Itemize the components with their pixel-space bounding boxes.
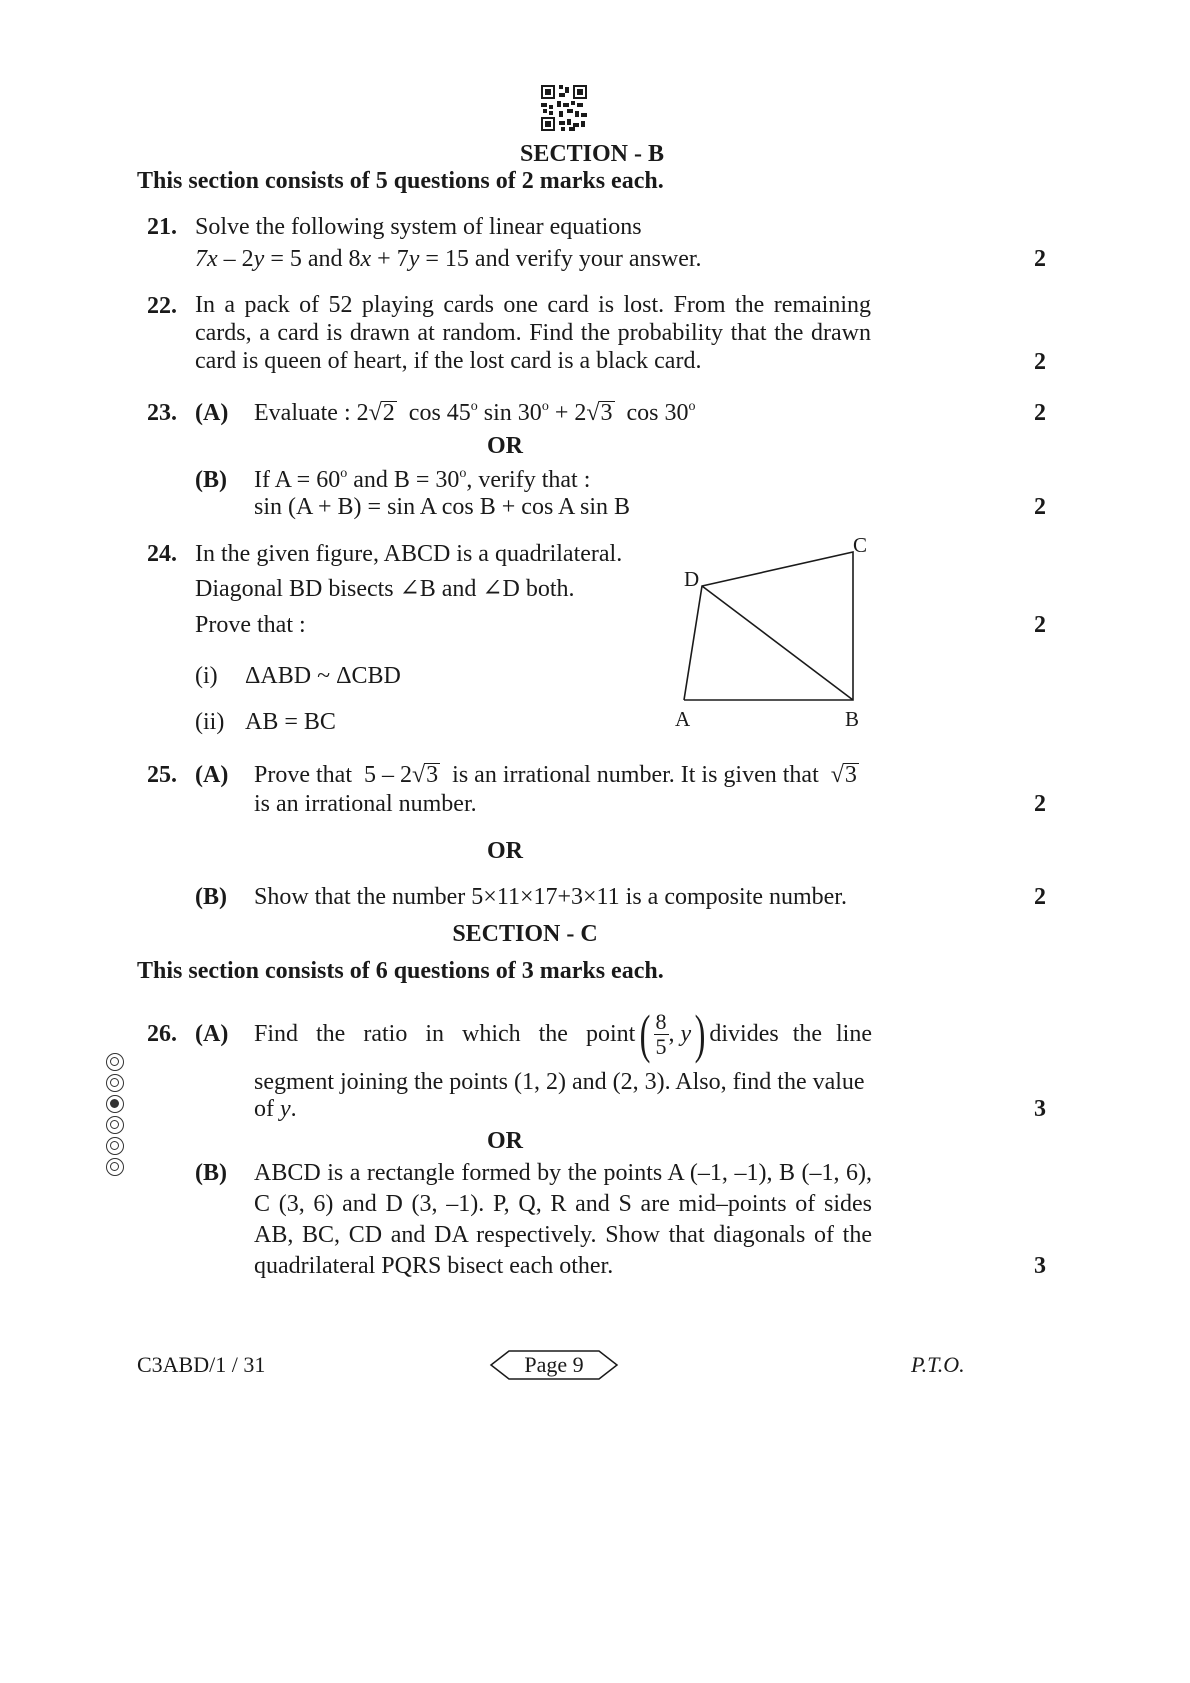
option-a-text-pre: Find the ratio in which the point: [254, 1021, 636, 1047]
marks: 2: [1034, 246, 1046, 272]
or-divider: OR: [487, 838, 523, 864]
question-number: 25.: [147, 762, 177, 788]
option-b-text: Show that the number 5×11×17+3×11 is a composite number.: [254, 884, 847, 910]
qr-code-icon: [541, 85, 587, 131]
marks: 2: [1034, 400, 1046, 426]
please-turn-over: P.T.O.: [911, 1352, 965, 1377]
section-c-title: SECTION - C: [452, 921, 598, 947]
vertex-label-a: A: [675, 707, 691, 731]
quadrilateral-figure: [670, 530, 890, 735]
fraction-numerator: 8: [655, 1008, 667, 1034]
option-b-label: (B): [195, 1160, 227, 1186]
marks: 3: [1034, 1096, 1046, 1122]
option-a-label: (A): [195, 400, 229, 426]
question-text: Solve the following system of linear equations: [195, 214, 642, 240]
option-a-label: (A): [195, 762, 229, 788]
vertex-label-c: C: [853, 533, 868, 557]
question-text: In a pack of 52 playing cards one card is lost. From the remaining cards, a card is drawn at random. Find the probability that the drawn card is queen of heart, if the lost card is a black card.: [195, 292, 871, 374]
marks: 2: [1034, 349, 1046, 375]
fraction: [654, 1010, 669, 1059]
question-text-line1: In the given figure, ABCD is a quadrilateral.: [195, 541, 623, 567]
option-b-line1: If $A = 60^o$ and $B = 30^o$, verify that :: [254, 466, 591, 493]
part-i-text: ΔABD ~ ΔCBD: [245, 663, 401, 689]
part-ii-label: (ii): [195, 709, 225, 735]
question-equations: 7x – 2y = 5 and 8x + 7y = 15 and verify your answer.: [195, 246, 702, 272]
spiral-icon: [106, 1158, 124, 1176]
spiral-filled-icon: [106, 1095, 124, 1113]
paper-code: C3ABD/1 / 31: [137, 1352, 266, 1377]
vertex-label-d: D: [684, 567, 700, 591]
question-number: 21.: [147, 214, 177, 240]
option-a-line1: [254, 1001, 872, 1067]
question-number: 22.: [147, 293, 177, 319]
question-number: 24.: [147, 541, 177, 567]
question-number: 26.: [147, 1021, 177, 1047]
conjunction: and: [307, 246, 343, 272]
question-text-line3: Prove that :: [195, 612, 306, 638]
page-number-badge: [489, 1348, 619, 1382]
part-ii-text: AB = BC: [245, 709, 336, 735]
marks: 2: [1034, 494, 1046, 520]
marks: 3: [1034, 1253, 1046, 1279]
fraction-denominator: 5: [655, 1033, 667, 1059]
option-b-label: (B): [195, 467, 227, 493]
option-b-text: ABCD is a rectangle formed by the points A (–1, –1), B (–1, 6), C (3, 6) and D (3, –1). P, Q, R and S are mid–points of sides AB, BC, CD and DA respectively. Show that diagonals of the quadrilateral PQRS bisect each other.: [254, 1160, 872, 1279]
vertex-label-b: B: [845, 707, 860, 731]
or-divider: OR: [487, 1128, 523, 1154]
question-text-line2: Diagonal BD bisects ∠B and ∠D both.: [195, 576, 575, 602]
option-b-label: (B): [195, 884, 227, 910]
spiral-icon: [106, 1116, 124, 1134]
section-b-intro: This section consists of 5 questions of 2 marks each.: [137, 168, 664, 194]
point-coordinates: ( $\frac{8}{5}$ , y ): [639, 1004, 706, 1064]
marks: 2: [1034, 612, 1046, 638]
option-a-line2: segment joining the points (1, 2) and (2, 3). Also, find the value: [254, 1069, 865, 1095]
option-a-text: Evaluate : 2√2 cos 45$^o$ $\sin 30^o + 2√3$ cos 30$^o$: [254, 399, 696, 426]
question-number: 23.: [147, 400, 177, 426]
option-a-line1: Prove that 5 – 2√3 is an irrational number. It is given that √3: [254, 762, 857, 788]
section-c-intro: This section consists of 6 questions of 3 marks each.: [137, 958, 664, 984]
question-text-tail: and verify your answer.: [474, 246, 702, 272]
option-a-text-post: divides the line: [709, 1021, 872, 1047]
qr-code: [541, 85, 587, 131]
spiral-icon: [106, 1074, 124, 1092]
part-i-label: (i): [195, 663, 218, 689]
margin-spiral-marks: [106, 1053, 124, 1179]
option-a-label: (A): [195, 1021, 229, 1047]
or-divider: OR: [487, 433, 523, 459]
section-b-title: SECTION - B: [519, 141, 665, 167]
marks: 2: [1034, 884, 1046, 910]
option-a-line3: of y.: [254, 1096, 297, 1122]
option-a-line2: is an irrational number.: [254, 791, 477, 817]
option-b-line2: sin (A + B) = sin A cos B + cos A sin B: [254, 494, 630, 520]
spiral-icon: [106, 1137, 124, 1155]
marks: 2: [1034, 791, 1046, 817]
variable-y: y: [680, 1021, 692, 1047]
spiral-icon: [106, 1053, 124, 1071]
page-number: Page 9: [524, 1352, 584, 1377]
